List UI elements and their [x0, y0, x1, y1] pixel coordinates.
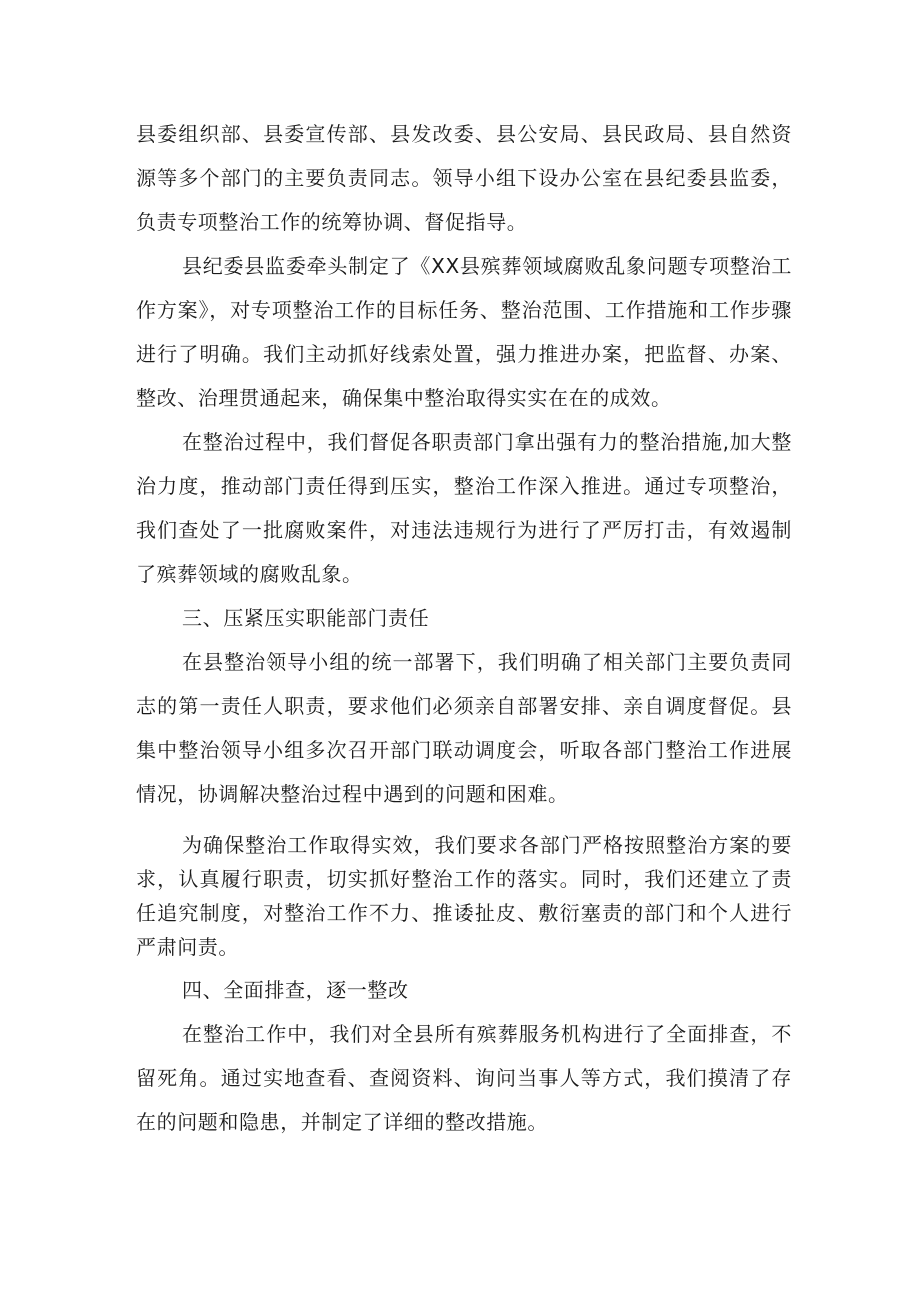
paragraph-work-plan: 县纪委县监委牵头制定了《XX县殡葬领域腐败乱象问题专项整治工作方案》，对专项整治工作的目标任务、整治范围、工作措施和工作步骤进行了明确。我们主动抓好线索处置，强力推进办案，把监督、办案、整改、治理贯通起来，确保集中整治取得实实在在的成效。 — [136, 254, 792, 410]
section-heading-4: 四、全面排查，逐一整改 — [182, 978, 409, 1002]
paragraph-full-inspection: 在整治工作中，我们对全县所有殡葬服务机构进行了全面排查，不留死角。通过实地查看、查阅资料、询问当事人等方式，我们摸清了存在的问题和隐患，并制定了详细的整改措施。 — [136, 1022, 792, 1134]
paragraph-rectification-process: 在整治过程中，我们督促各职责部门拿出强有力的整治措施,加大整治力度，推动部门责任得到压实，整治工作深入推进。通过专项整治，我们查处了一批腐败案件，对违法违规行为进行了严厉打击，有效遏制了殡葬领域的腐败乱象。 — [136, 430, 792, 586]
paragraph-department-responsibility: 在县整治领导小组的统一部署下，我们明确了相关部门主要负责同志的第一责任人职责，要求他们必须亲自部署安排、亲自调度督促。县集中整治领导小组多次召开部门联动调度会，听取各部门整治工作进展情况，协调解决整治过程中遇到的问题和困难。 — [136, 650, 792, 806]
paragraph-accountability: 为确保整治工作取得实效，我们要求各部门严格按照整治方案的要求，认真履行职责，切实抓好整治工作的落实。同时，我们还建立了责任追究制度，对整治工作不力、推诿扯皮、敷衍塞责的部门和个人进行严肃问责。 — [136, 833, 792, 959]
document-page — [136, 112, 792, 1144]
paragraph-continuation: 县委组织部、县委宣传部、县发改委、县公安局、县民政局、县自然资源等多个部门的主要负责同志。领导小组下设办公室在县纪委县监委，负责专项整治工作的统筹协调、督促指导。 — [136, 122, 792, 234]
section-heading-3: 三、压紧压实职能部门责任 — [182, 606, 430, 630]
